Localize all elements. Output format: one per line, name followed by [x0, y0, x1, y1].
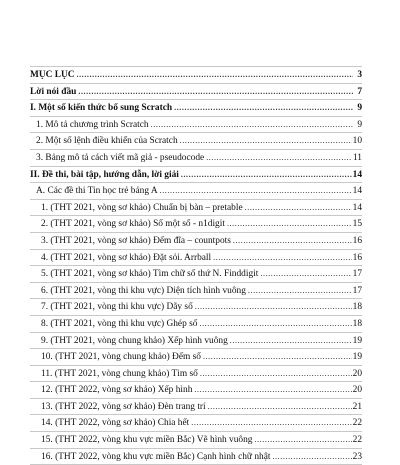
dot-leader: [245, 200, 352, 216]
toc-entry-page-number: 20: [352, 385, 362, 396]
dot-leader: [151, 117, 353, 133]
toc-entry-title: A. Các đề thi Tin học trẻ bảng A: [36, 186, 158, 197]
dot-leader: [206, 150, 352, 166]
toc-entry[interactable]: [30, 150, 362, 167]
toc-entry[interactable]: [30, 66, 362, 84]
toc-entry[interactable]: [30, 266, 362, 283]
toc-entry-page-number: 22: [352, 418, 362, 429]
dot-leader: [195, 299, 352, 315]
dot-leader: [191, 415, 351, 431]
toc-entry-page-number: 9: [357, 103, 362, 114]
dot-leader: [230, 333, 352, 349]
toc-entry-title: 5. (THT 2021, vòng sơ khảo) Tìm chữ số thứ N. Finddigit: [41, 269, 259, 280]
toc-entry-title: 12. (THT 2022, vòng sơ khảo) Xếp hình: [41, 385, 193, 396]
toc-entry-title: 2. (THT 2021, vòng sơ khảo) Số một số - n1digit: [41, 219, 225, 230]
dot-leader: [77, 67, 353, 83]
toc-entry[interactable]: [30, 183, 362, 200]
toc-entry[interactable]: [30, 133, 362, 150]
dot-leader: [200, 366, 352, 382]
toc-entry-page-number: 18: [352, 318, 362, 329]
toc-entry-page-number: 22: [352, 435, 362, 446]
toc-entry-title: 14. (THT 2022, vòng sơ khảo) Chia hết: [41, 418, 190, 429]
toc-entry-title: 1. (THT 2021, vòng sơ khảo) Chuẩn bị bàn – pretable: [41, 202, 243, 213]
dot-leader: [213, 250, 351, 266]
dot-leader: [160, 183, 352, 199]
toc-entry-title: Lời nói đầu: [30, 86, 77, 97]
toc-entry-page-number: 19: [352, 335, 362, 346]
toc-entry-page-number: 10: [352, 136, 362, 147]
toc-entry-page-number: 14: [352, 186, 362, 197]
toc-entry-page-number: 3: [357, 70, 362, 80]
toc-entry[interactable]: [30, 167, 362, 184]
toc-entry[interactable]: [30, 117, 362, 134]
toc-entry-title: II. Đề thi, bài tập, hướng dẫn, lời giải: [30, 169, 179, 180]
toc-entry-title: 8. (THT 2021, vòng thi khu vực) Ghép số: [41, 318, 198, 329]
dot-leader: [272, 449, 351, 465]
toc-entry[interactable]: [30, 200, 362, 217]
dot-leader: [180, 133, 352, 149]
toc-entry-title: MỤC LỤC: [30, 70, 75, 80]
toc-entry-page-number: 15: [352, 219, 362, 230]
toc-entry[interactable]: [30, 415, 362, 432]
dot-leader: [208, 399, 352, 415]
toc-entry-title: 6. (THT 2021, vòng thi khu vực) Diện tích hình vuông: [41, 285, 246, 296]
toc-entry-title: 3. (THT 2021, vòng sơ khảo) Đếm đĩa – countpots: [41, 235, 231, 246]
toc-entry-page-number: 9: [357, 119, 362, 130]
toc-entry-title: 16. (THT 2022, vòng khu vực miền Bắc) Cạnh hình chữ nhật: [41, 451, 271, 462]
dot-leader: [233, 233, 352, 249]
toc-entry-page-number: 11: [352, 152, 362, 163]
dot-leader: [248, 283, 352, 299]
dot-leader: [174, 100, 353, 116]
dot-leader: [199, 316, 351, 332]
toc-entry-title: 7. (THT 2021, vòng thi khu vực) Dãy số: [41, 302, 193, 313]
toc-entry-title: I. Một số kiến thức bổ sung Scratch: [30, 103, 173, 114]
toc-entry-title: 1. Mô tả chương trình Scratch: [36, 119, 149, 130]
dot-leader: [260, 266, 351, 282]
table-of-contents: [30, 66, 362, 465]
toc-entry-title: 10. (THT 2021, vòng chung khảo) Đếm số: [41, 352, 201, 363]
toc-entry[interactable]: [30, 283, 362, 300]
toc-entry[interactable]: [30, 316, 362, 333]
toc-entry[interactable]: [30, 100, 362, 117]
toc-entry[interactable]: [30, 349, 362, 366]
toc-entry[interactable]: [30, 216, 362, 233]
toc-entry[interactable]: [30, 333, 362, 350]
dot-leader: [78, 84, 353, 100]
toc-entry[interactable]: [30, 449, 362, 465]
toc-entry-page-number: 21: [352, 401, 362, 412]
dot-leader: [203, 349, 352, 365]
toc-entry[interactable]: [30, 382, 362, 399]
toc-entry-page-number: 14: [352, 202, 362, 213]
toc-entry[interactable]: [30, 84, 362, 101]
toc-entry-page-number: 14: [352, 169, 362, 180]
dot-leader: [254, 432, 351, 448]
toc-entry-page-number: 20: [352, 368, 362, 379]
toc-entry-title: 2. Một số lệnh điều khiển của Scratch: [36, 136, 178, 147]
toc-entry[interactable]: [30, 299, 362, 316]
toc-entry[interactable]: [30, 233, 362, 250]
dot-leader: [181, 167, 352, 183]
toc-entry-page-number: 16: [352, 252, 362, 263]
toc-entry-page-number: 18: [352, 302, 362, 313]
toc-entry[interactable]: [30, 366, 362, 383]
toc-entry-page-number: 17: [352, 269, 362, 280]
toc-entry-page-number: 19: [352, 352, 362, 363]
toc-entry-page-number: 16: [352, 235, 362, 246]
toc-entry-page-number: 7: [357, 86, 362, 97]
dot-leader: [194, 382, 351, 398]
toc-entry-title: 9. (THT 2021, vòng chung khảo) Xếp hình vuông: [41, 335, 228, 346]
toc-entry-page-number: 17: [352, 285, 362, 296]
toc-entry-page-number: 23: [352, 451, 362, 462]
toc-entry[interactable]: [30, 432, 362, 449]
toc-entry-title: 15. (THT 2022, vòng khu vực miền Bắc) Vẽ hình vuông: [41, 435, 253, 446]
toc-entry-title: 3. Bảng mô tả cách viết mã giả - pseudocode: [36, 152, 205, 163]
toc-entry-title: 13. (THT 2022, vòng sơ khảo) Đèn trang trí: [41, 401, 206, 412]
toc-entry-title: 4. (THT 2021, vòng sơ khảo) Đặt sỏi. Arrball: [41, 252, 212, 263]
toc-entry[interactable]: [30, 399, 362, 416]
toc-entry-title: 11. (THT 2021, vòng chung khảo) Tìm số: [41, 368, 198, 379]
toc-entry[interactable]: [30, 250, 362, 267]
dot-leader: [227, 216, 352, 232]
